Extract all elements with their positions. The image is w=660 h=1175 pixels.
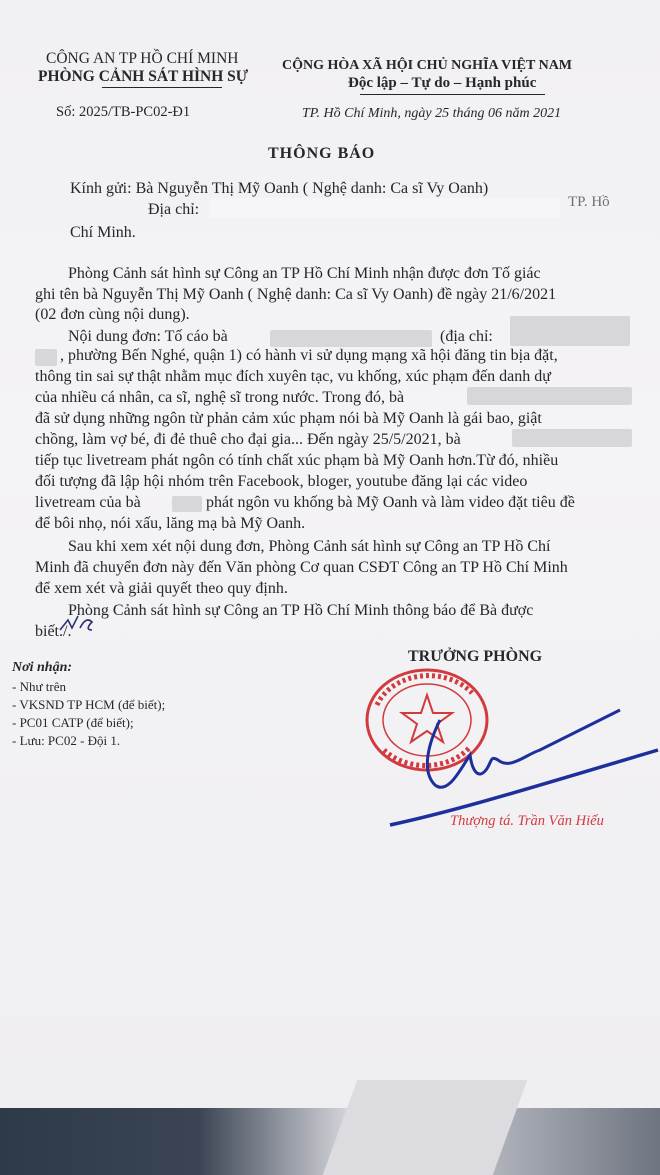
- body-line: chồng, làm vợ bé, đi đẻ thuê cho đại gia... Đến ngày 25/5/2021, bà: [35, 431, 461, 448]
- address-continued: Chí Minh.: [70, 224, 136, 241]
- paper-fold: [323, 1080, 528, 1175]
- body-line: Sau khi xem xét nội dung đơn, Phòng Cảnh sát hình sự Công an TP Hồ Chí: [68, 538, 551, 555]
- body-line: , phường Bến Nghé, quận 1) có hành vi sử dụng mạng xã hội đăng tin bịa đặt,: [60, 347, 558, 364]
- national-motto: Độc lập – Tự do – Hạnh phúc: [348, 75, 537, 91]
- body-line: đã sử dụng những ngôn từ phản cảm xúc phạm nói bà Mỹ Oanh là gái bao, giật: [35, 410, 542, 427]
- body-line: thông tin sai sự thật nhằm mục đích xuyên tạc, vu khống, xúc phạm đến danh dự: [35, 368, 551, 385]
- document-number: Số: 2025/TB-PC02-Đ1: [56, 104, 191, 120]
- body-line: Phòng Cảnh sát hình sự Công an TP Hồ Chí Minh nhận được đơn Tố giác: [68, 265, 541, 282]
- department-name: PHÒNG CẢNH SÁT HÌNH SỰ: [38, 68, 249, 85]
- body-line: đối tượng đã lập hội nhóm trên Facebook, bloger, youtube đăng lại các video: [35, 473, 528, 490]
- header-rule-right: [360, 94, 545, 95]
- signatory-name: Thượng tá. Trần Văn Hiếu: [450, 813, 604, 829]
- body-line: tiếp tục livetream phát ngôn có tính chất xúc phạm bà Mỹ Oanh hơn.Từ đó, nhiều: [35, 452, 559, 469]
- redacted-address: [510, 316, 630, 346]
- recipient-item: - Như trên: [12, 679, 66, 694]
- body-line: ghi tên bà Nguyễn Thị Mỹ Oanh ( Nghệ danh: Ca sĩ Vy Oanh) đề ngày 21/6/2021: [35, 286, 557, 303]
- country-name: CỘNG HÒA XÃ HỘI CHỦ NGHĨA VIỆT NAM: [282, 58, 573, 73]
- body-line: phát ngôn vu khống bà Mỹ Oanh và làm video đặt tiêu đề: [206, 494, 575, 511]
- agency-name: CÔNG AN TP HỒ CHÍ MINH: [46, 50, 239, 67]
- address-tail: TP. Hồ: [568, 194, 610, 210]
- body-line: Phòng Cảnh sát hình sự Công an TP Hồ Chí Minh thông báo để Bà được: [68, 602, 534, 619]
- recipients-label: Nơi nhận:: [12, 660, 73, 675]
- signatory-title: TRƯỞNG PHÒNG: [408, 648, 543, 665]
- redacted-name: [512, 429, 632, 447]
- recipient-item: - Lưu: PC02 - Đội 1.: [12, 733, 121, 748]
- place-and-date: TP. Hồ Chí Minh, ngày 25 tháng 06 năm 2021: [302, 106, 562, 121]
- recipient-item: - PC01 CATP (để biết);: [12, 715, 134, 730]
- document-title: THÔNG BÁO: [268, 145, 376, 162]
- address-label: Địa chỉ:: [148, 201, 200, 218]
- redacted-address: [210, 198, 560, 218]
- header-rule-left: [102, 87, 222, 88]
- body-line: livetream của bà: [35, 494, 141, 511]
- body-line: (địa chỉ:: [440, 328, 493, 345]
- body-line: để bôi nhọ, nói xấu, lăng mạ bà Mỹ Oanh.: [35, 515, 306, 532]
- handwritten-initial: [58, 608, 108, 638]
- redacted-text: [35, 349, 57, 366]
- body-line: (02 đơn cùng nội dung).: [35, 306, 190, 323]
- recipient-item: - VKSND TP HCM (để biết);: [12, 697, 166, 712]
- body-line: biết./.: [35, 623, 72, 640]
- redacted-name: [467, 387, 632, 405]
- redacted-name: [270, 330, 432, 347]
- body-line: Nội dung đơn: Tố cáo bà: [68, 328, 228, 345]
- redacted-name: [172, 496, 202, 512]
- body-line: Minh đã chuyển đơn này đến Văn phòng Cơ quan CSĐT Công an TP Hồ Chí Minh: [35, 559, 568, 576]
- body-line: của nhiều cá nhân, ca sĩ, nghệ sĩ trong nước. Trong đó, bà: [35, 389, 405, 406]
- addressee-line: Kính gửi: Bà Nguyễn Thị Mỹ Oanh ( Nghệ danh: Ca sĩ Vy Oanh): [70, 180, 489, 197]
- body-line: để xem xét và giải quyết theo quy định.: [35, 580, 288, 597]
